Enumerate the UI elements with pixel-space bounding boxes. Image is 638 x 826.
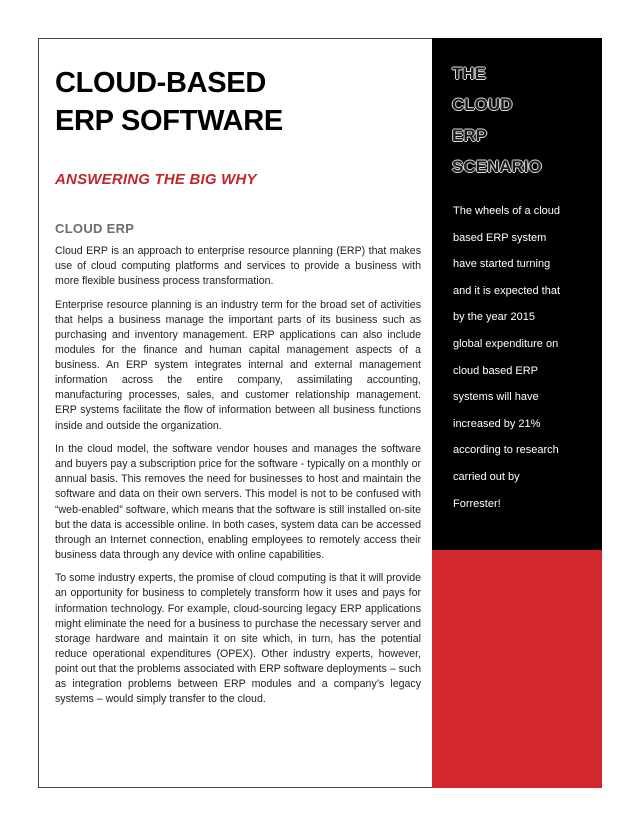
title-line: CLOUD-BASED [55, 67, 266, 99]
sidebar-text-line: systems will have [453, 391, 539, 404]
sidebar-title-line: CLOUD [452, 95, 513, 114]
sidebar-title-line: ERP [452, 126, 487, 145]
sidebar-title [452, 58, 542, 182]
sidebar-title-line: SCENARIO [452, 157, 542, 176]
sidebar [432, 38, 602, 788]
sidebar-text-line: increased by 21% [453, 417, 541, 430]
paragraph: Enterprise resource planning is an industry term for the broad set of activities that helps a business manage the important parts of its business such as purchasing and inventory management. ERP applications can also include modules for the finance and human capital management aspects of a business. An ERP system integrates internal and external management information across the entire company, assimilating accounting, manufacturing processes, sales, and customer relationship management. ERP systems facilitate the flow of information between all business functions inside and outside the organization. [55, 298, 421, 432]
body-text [55, 244, 421, 716]
section-heading: CLOUD ERP [55, 221, 135, 236]
sidebar-text-line: based ERP system [453, 231, 547, 244]
sidebar-body [453, 198, 593, 517]
paragraph: In the cloud model, the software vendor houses and manages the software and buyers pay a subscription price for the software - typically on a monthly or annual basis. This removes the need for businesses to host and maintain the software and data on their own servers. This model is not to be confused with “web-enabled” software, which means that the software is still installed on-site but the data is accessible online. In both cases, system data can be accessed through an Internet connection, enabling employees to remotely access their business data through any device with online capabilities. [55, 443, 421, 561]
sidebar-text-line: carried out by [453, 470, 520, 483]
sidebar-text-line: cloud based ERP [453, 364, 538, 377]
sidebar-text-line: The wheels of a cloud [453, 205, 561, 217]
sidebar-text-line: by the year 2015 [453, 311, 535, 324]
paragraph: To some industry experts, the promise of cloud computing is that it will provide an opportunity for business to completely transform how it uses and pays for information technology. For example, cloud-sourcing legacy ERP applications might eliminate the need for a business to purchase the necessary server and storage hardware and maintain it on site which, in turn, has the potential reduce operational expenditures (OPEX). Other industry experts, however, point out that the problems associated with ERP software deployments – such as integration problems between ERP modules and a company’s legacy systems – would simply transfer to the cloud. [55, 572, 421, 706]
sidebar-text-line: Forrester! [453, 497, 501, 510]
sidebar-text-line: global expenditure on [453, 337, 559, 350]
sidebar-text-line: according to research [453, 444, 559, 457]
document-title [55, 64, 283, 140]
paragraph: Cloud ERP is an approach to enterprise resource planning (ERP) that makes use of cloud computing platforms and services to provide a business with more flexible business process transformation. [55, 245, 421, 288]
title-line: ERP SOFTWARE [55, 105, 283, 137]
sidebar-text-line: have started turning [453, 258, 551, 271]
sidebar-title-line: THE [452, 64, 486, 83]
sidebar-red-panel [432, 550, 602, 788]
sidebar-text-line: and it is expected that [453, 284, 561, 297]
document-subtitle: ANSWERING THE BIG WHY [55, 171, 257, 188]
